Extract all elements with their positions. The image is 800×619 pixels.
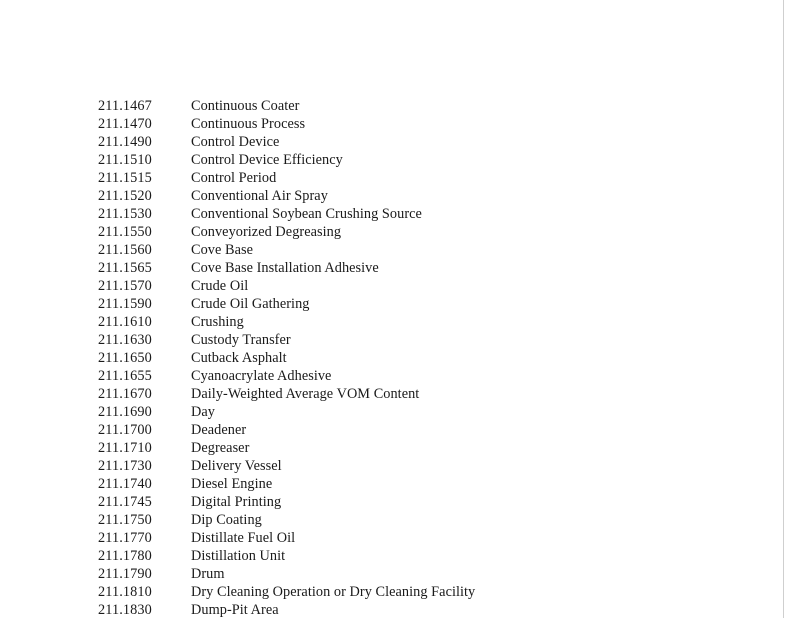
section-title: Distillate Fuel Oil <box>191 530 296 546</box>
section-title: Dump-Pit Area <box>191 602 279 618</box>
section-entry <box>98 97 475 115</box>
section-title: Cutback Asphalt <box>191 350 287 366</box>
section-number: 211.1630 <box>98 332 152 348</box>
section-number: 211.1690 <box>98 404 152 420</box>
section-number: 211.1550 <box>98 224 152 240</box>
section-number: 211.1570 <box>98 278 152 294</box>
section-entry <box>98 367 475 385</box>
section-number: 211.1730 <box>98 458 152 474</box>
section-entry <box>98 259 475 277</box>
section-title: Dry Cleaning Operation or Dry Cleaning Facility <box>191 584 476 600</box>
section-title: Cyanoacrylate Adhesive <box>191 368 332 384</box>
section-number: 211.1770 <box>98 530 152 546</box>
section-number: 211.1467 <box>98 98 152 114</box>
section-number: 211.1610 <box>98 314 152 330</box>
section-entry <box>98 385 475 403</box>
section-title: Digital Printing <box>191 494 282 510</box>
section-entry <box>98 547 475 565</box>
section-number: 211.1655 <box>98 368 152 384</box>
section-title: Deadener <box>191 422 247 438</box>
section-entry <box>98 313 475 331</box>
section-entry <box>98 601 475 619</box>
section-number: 211.1810 <box>98 584 152 600</box>
section-title: Control Device Efficiency <box>191 152 343 168</box>
section-entry <box>98 277 475 295</box>
section-number: 211.1510 <box>98 152 152 168</box>
section-entry <box>98 529 475 547</box>
section-title: Degreaser <box>191 440 250 456</box>
section-title: Day <box>191 404 215 420</box>
section-entry <box>98 187 475 205</box>
section-number: 211.1710 <box>98 440 152 456</box>
section-list <box>98 97 475 619</box>
section-number: 211.1790 <box>98 566 152 582</box>
section-entry <box>98 331 475 349</box>
section-number: 211.1740 <box>98 476 152 492</box>
section-title: Control Device <box>191 134 280 150</box>
page-edge-divider <box>783 0 784 618</box>
section-title: Daily-Weighted Average VOM Content <box>191 386 420 402</box>
section-entry <box>98 295 475 313</box>
section-number: 211.1780 <box>98 548 152 564</box>
section-title: Delivery Vessel <box>191 458 282 474</box>
section-number: 211.1470 <box>98 116 152 132</box>
section-title: Crushing <box>191 314 244 330</box>
section-entry <box>98 223 475 241</box>
section-number: 211.1650 <box>98 350 152 366</box>
section-title: Continuous Coater <box>191 98 300 114</box>
section-entry <box>98 133 475 151</box>
section-entry <box>98 475 475 493</box>
section-number: 211.1750 <box>98 512 152 528</box>
section-title: Crude Oil Gathering <box>191 296 310 312</box>
section-number: 211.1830 <box>98 602 152 618</box>
section-title: Conveyorized Degreasing <box>191 224 342 240</box>
section-title: Conventional Air Spray <box>191 188 328 204</box>
section-number: 211.1515 <box>98 170 152 186</box>
section-title: Dip Coating <box>191 512 262 528</box>
section-number: 211.1490 <box>98 134 152 150</box>
section-number: 211.1560 <box>98 242 152 258</box>
section-entry <box>98 115 475 133</box>
section-entry <box>98 457 475 475</box>
section-number: 211.1590 <box>98 296 152 312</box>
section-entry <box>98 241 475 259</box>
section-number: 211.1565 <box>98 260 152 276</box>
section-entry <box>98 151 475 169</box>
section-number: 211.1670 <box>98 386 152 402</box>
section-title: Cove Base <box>191 242 253 258</box>
section-number: 211.1530 <box>98 206 152 222</box>
section-title: Continuous Process <box>191 116 306 132</box>
section-number: 211.1700 <box>98 422 152 438</box>
section-entry <box>98 421 475 439</box>
section-entry <box>98 493 475 511</box>
section-entry <box>98 169 475 187</box>
section-entry <box>98 349 475 367</box>
section-entry <box>98 583 475 601</box>
section-number: 211.1745 <box>98 494 152 510</box>
section-title: Drum <box>191 566 225 582</box>
section-title: Conventional Soybean Crushing Source <box>191 206 422 222</box>
section-title: Distillation Unit <box>191 548 286 564</box>
section-title: Diesel Engine <box>191 476 273 492</box>
section-title: Custody Transfer <box>191 332 291 348</box>
section-number: 211.1520 <box>98 188 152 204</box>
section-entry <box>98 511 475 529</box>
section-title: Control Period <box>191 170 277 186</box>
section-entry <box>98 439 475 457</box>
section-title: Crude Oil <box>191 278 249 294</box>
section-title: Cove Base Installation Adhesive <box>191 260 379 276</box>
section-entry <box>98 205 475 223</box>
section-entry <box>98 403 475 421</box>
section-entry <box>98 565 475 583</box>
